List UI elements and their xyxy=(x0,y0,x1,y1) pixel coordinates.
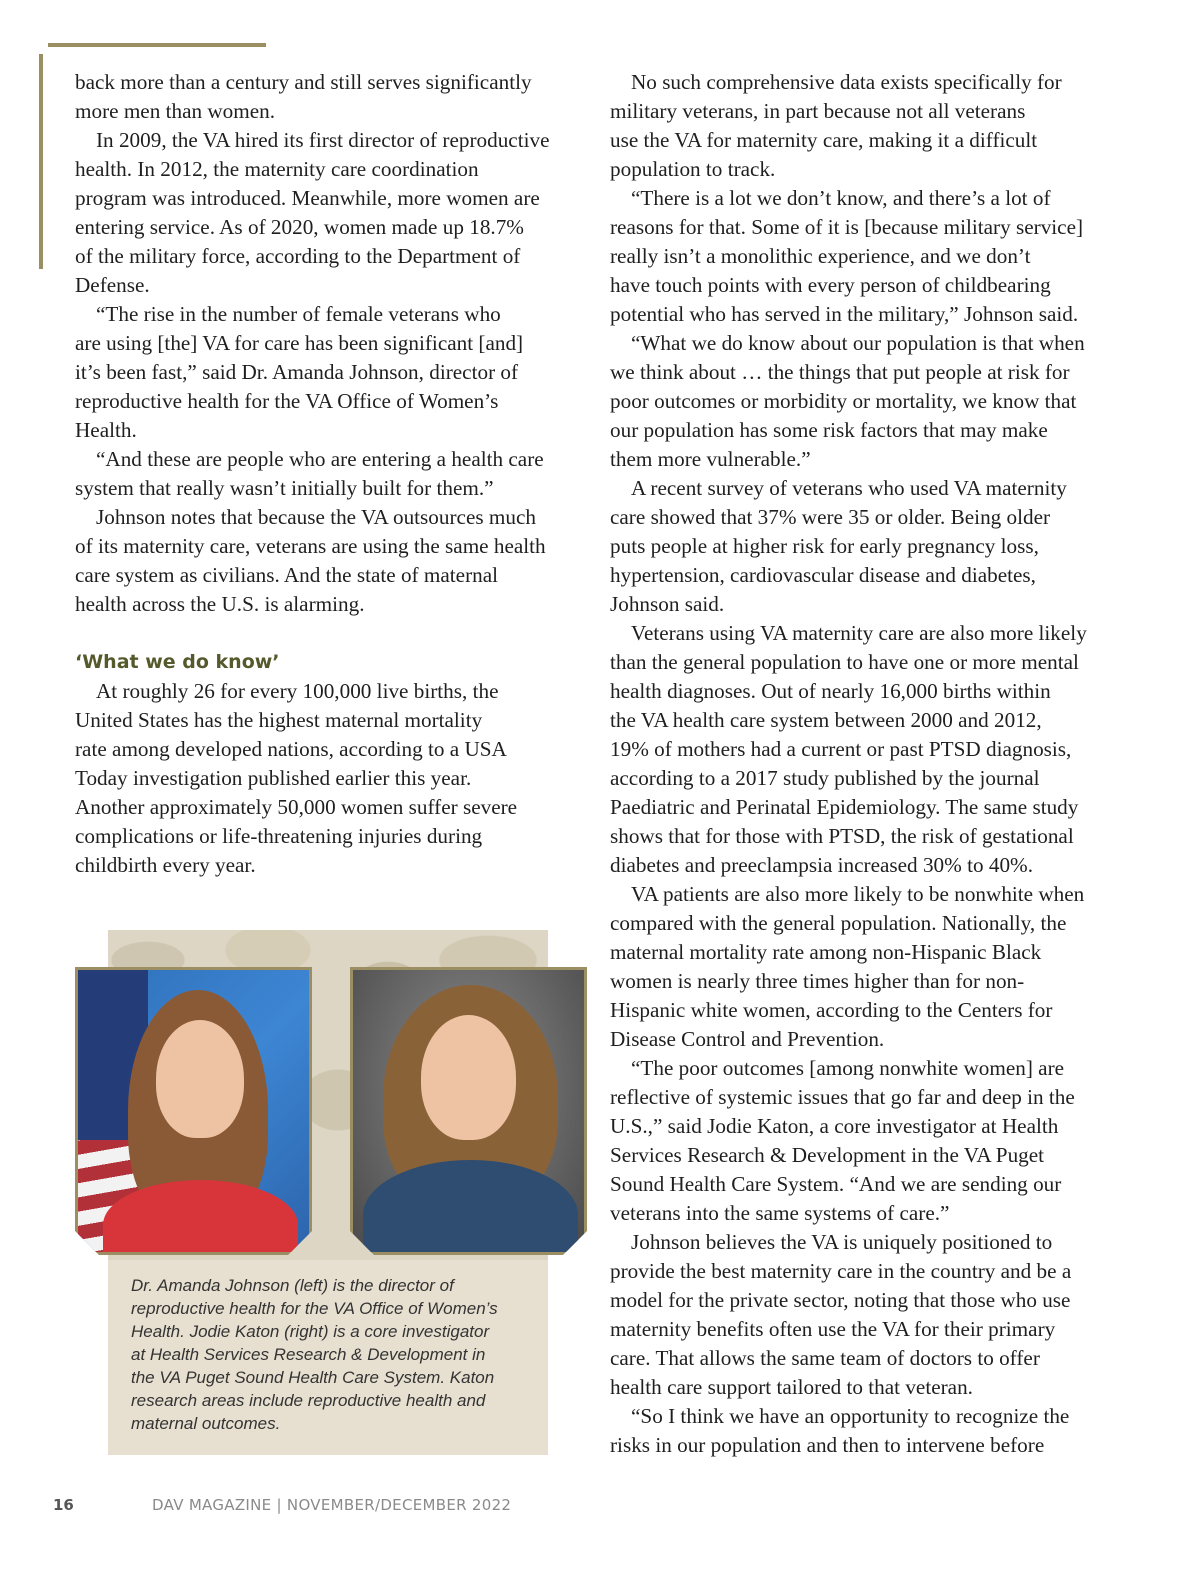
paragraph: Johnson notes that because the VA outsources much of its maternity care, veterans are using the same health care system as civilians. And the state of maternal health across the U.S. is alarming. xyxy=(75,505,546,616)
paragraph: back more than a century and still serves significantly more men than women. xyxy=(75,70,532,123)
right-column xyxy=(610,68,1125,1460)
paragraph: “There is a lot we don’t know, and there’s a lot of reasons for that. Some of it is [because military service] really isn’t a monolithic experience, and we don’t have touch points with every person of childbearing potential who has served in the military,” Johnson said. xyxy=(610,186,1084,326)
paragraph: No such comprehensive data exists specifically for military veterans, in part because not all veterans use the VA for maternity care, making it a difficult population to track. xyxy=(610,70,1062,181)
paragraph: At roughly 26 for every 100,000 live births, the United States has the highest maternal mortality rate among developed nations, according to a USA Today investigation published earlier this year. Another approximately 50,000 women suffer severe complications or life-threatening injuries during childbirth every year. xyxy=(75,679,518,877)
portrait-amanda-johnson xyxy=(75,967,312,1255)
paragraph: Veterans using VA maternity care are also more likely than the general population to have one or more mental health diagnoses. Out of nearly 16,000 births within the VA health care system between 2000 and 2012, 19% of mothers had a current or past PTSD diagnosis, according to a 2017 study published by the journal Paediatric and Perinatal Epidemiology. The same study shows that for those with PTSD, the risk of gestational diabetes and preeclampsia increased 30% to 40%. xyxy=(610,621,1087,877)
corner-accent-top xyxy=(48,43,266,47)
photo-caption: Dr. Amanda Johnson (left) is the director of reproductive health for the VA Office of Women’s Health. Jodie Katon (right) is a core investigator at Health Services Research & Development in the VA Puget Sound Health Care System. Katon research areas include reproductive health and maternal outcomes. xyxy=(131,1276,498,1433)
paragraph: “What we do know about our population is that when we think about … the things that put people at risk for poor outcomes or morbidity or mortality, we know that our population has some risk factors that may make them more vulnerable.” xyxy=(610,331,1085,471)
paragraph: VA patients are also more likely to be nonwhite when compared with the general population. Nationally, the maternal mortality rate among non-Hispanic Black women is nearly three times higher than for non- Hispanic white women, according to the Centers for Disease Control and Prevention. xyxy=(610,882,1085,1051)
paragraph: Johnson believes the VA is uniquely positioned to provide the best maternity care in the country and be a model for the private sector, noting that those who use maternity benefits often use the VA for their primary care. That allows the same team of doctors to offer health care support tailored to that veteran. xyxy=(610,1230,1072,1399)
publication-footer: DAV MAGAZINE | NOVEMBER/DECEMBER 2022 xyxy=(152,1496,512,1514)
paragraph: In 2009, the VA hired its first director of reproductive health. In 2012, the maternity care coordination program was introduced. Meanwhile, more women are entering service. As of 2020, women made up 18.7% of the military force, according to the Department of Defense. xyxy=(75,128,550,297)
paragraph: “So I think we have an opportunity to recognize the risks in our population and then to intervene before xyxy=(610,1404,1070,1457)
portrait-jodie-katon xyxy=(350,967,587,1255)
left-column xyxy=(75,68,590,880)
paragraph: “The poor outcomes [among nonwhite women] are reflective of systemic issues that go far and deep in the U.S.,” said Jodie Katon, a core investigator at Health Services Research & Development in the VA Puget Sound Health Care System. “And we are sending our veterans into the same systems of care.” xyxy=(610,1056,1075,1225)
paragraph: A recent survey of veterans who used VA maternity care showed that 37% were 35 or older. Being older puts people at higher risk for early pregnancy loss, hypertension, cardiovascular disease and diabetes, Johnson said. xyxy=(610,476,1067,616)
section-heading: ‘What we do know’ xyxy=(75,651,280,673)
page-number: 16 xyxy=(53,1496,74,1514)
corner-accent-left xyxy=(39,54,43,269)
paragraph: “The rise in the number of female veterans who are using [the] VA for care has been significant [and] it’s been fast,” said Dr. Amanda Johnson, director of reproductive health for the VA Office of Women’s Health. xyxy=(75,302,524,442)
paragraph: “And these are people who are entering a health care system that really wasn’t initially built for them.” xyxy=(75,447,544,500)
